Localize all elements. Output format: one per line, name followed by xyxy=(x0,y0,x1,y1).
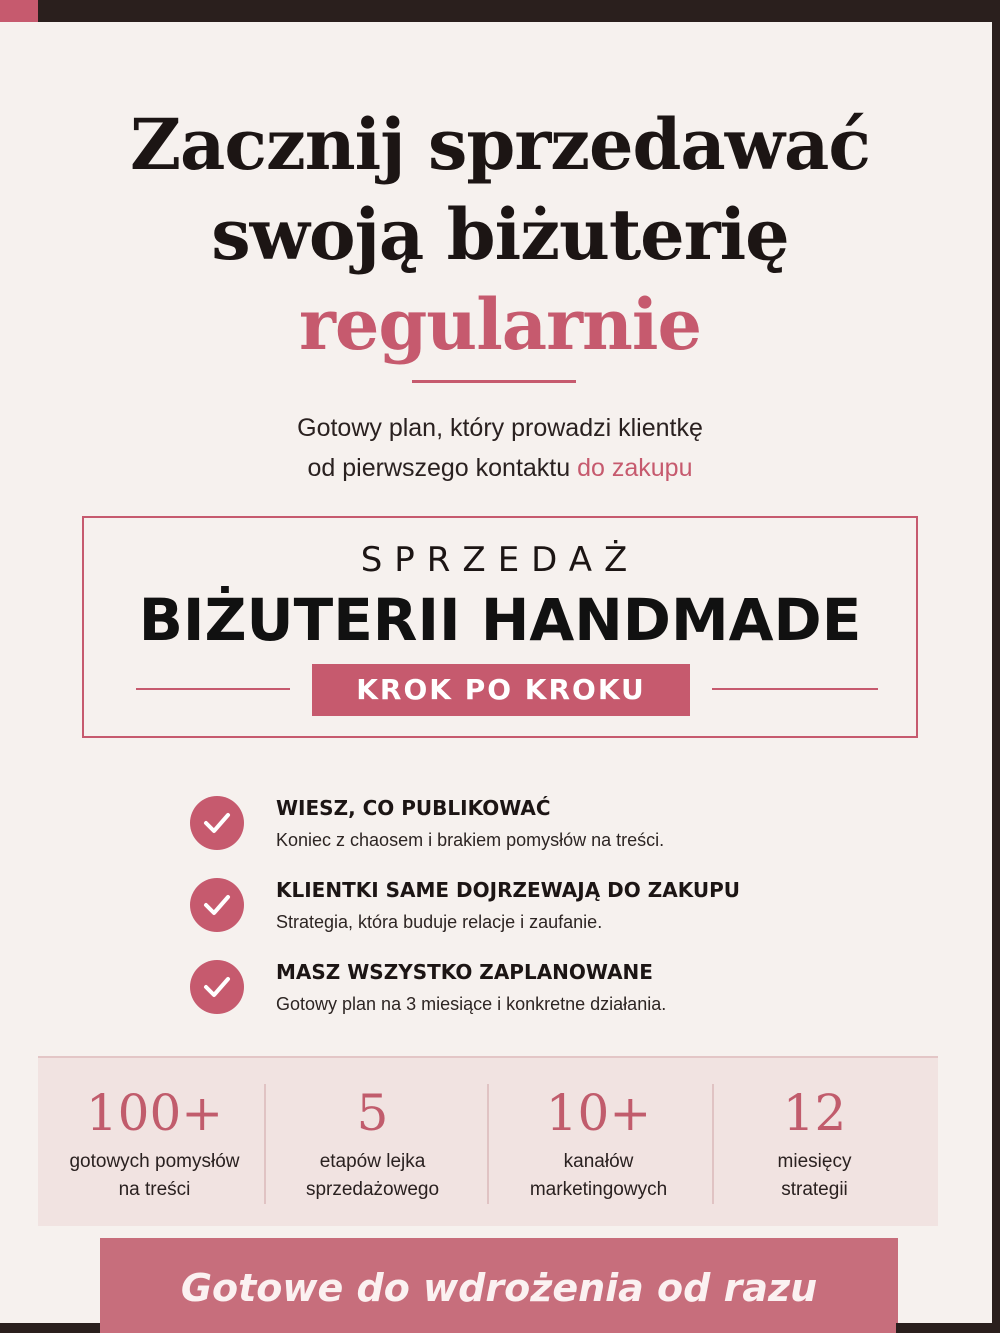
stat-label-line-1: etapów lejka xyxy=(319,1151,426,1172)
bottom-border-right xyxy=(896,1323,1000,1333)
stat-label xyxy=(486,1148,711,1204)
headline xyxy=(0,100,1000,370)
benefit-description: Gotowy plan na 3 miesiące i konkretne działania. xyxy=(276,994,667,1014)
stat-item xyxy=(42,1084,267,1204)
stat-label xyxy=(42,1148,267,1204)
card-title: BIŻUTERII HANDMADE xyxy=(138,586,862,654)
stat-label-line-1: kanałów xyxy=(563,1151,634,1172)
headline-line-2: swoją biżuterię xyxy=(211,193,789,276)
benefit-title: KLIENTKI SAME DOJRZEWAJĄ DO ZAKUPU xyxy=(276,878,741,902)
headline-divider xyxy=(412,380,576,383)
card-rule-right xyxy=(712,688,878,690)
benefit-item xyxy=(190,878,830,948)
title-card xyxy=(82,516,918,738)
headline-accent: regularnie xyxy=(298,283,702,366)
benefit-item xyxy=(190,796,830,866)
card-rule-left xyxy=(136,688,290,690)
stat-value: 10+ xyxy=(545,1084,652,1142)
stat-item xyxy=(486,1084,711,1204)
card-badge: KROK PO KROKU xyxy=(312,664,690,716)
subtitle-line-1: Gotowy plan, który prowadzi klientkę xyxy=(297,414,703,442)
benefit-item xyxy=(190,960,830,1030)
check-circle-icon xyxy=(190,878,244,932)
benefit-title: WIESZ, CO PUBLIKOWAĆ xyxy=(276,796,551,820)
subtitle-accent: do zakupu xyxy=(577,454,693,482)
stat-item xyxy=(702,1084,927,1204)
bottom-border-left xyxy=(0,1323,100,1333)
stat-item xyxy=(260,1084,485,1204)
stat-label-line-2: strategii xyxy=(781,1179,848,1200)
cta-banner: Gotowe do wdrożenia od razu xyxy=(100,1238,898,1333)
check-circle-icon xyxy=(190,960,244,1014)
benefit-description: Strategia, która buduje relacje i zaufanie. xyxy=(276,912,603,932)
subtitle xyxy=(0,408,1000,488)
stat-label xyxy=(260,1148,485,1204)
stat-label-line-1: miesięcy xyxy=(777,1151,852,1172)
stat-label-line-1: gotowych pomysłów xyxy=(69,1151,240,1172)
stat-label-line-2: na treści xyxy=(118,1179,191,1200)
stat-value: 5 xyxy=(356,1084,389,1142)
benefit-title: MASZ WSZYSTKO ZAPLANOWANE xyxy=(276,960,653,984)
stat-value: 100+ xyxy=(85,1084,224,1142)
top-border-accent xyxy=(0,0,38,22)
stat-label-line-2: marketingowych xyxy=(529,1179,668,1200)
subtitle-line-2 xyxy=(0,448,1000,488)
stats-panel xyxy=(38,1056,938,1226)
stat-label-line-2: sprzedażowego xyxy=(305,1179,440,1200)
headline-line-1: Zacznij sprzedawać xyxy=(129,103,871,186)
stat-value: 12 xyxy=(782,1084,847,1142)
card-eyebrow: SPRZEDAŻ xyxy=(360,540,640,580)
stat-label xyxy=(702,1148,927,1204)
check-circle-icon xyxy=(190,796,244,850)
benefit-description: Koniec z chaosem i brakiem pomysłów na treści. xyxy=(276,830,665,850)
top-border xyxy=(0,0,1000,22)
subtitle-line-2-text: od pierwszego kontaktu xyxy=(307,454,578,482)
